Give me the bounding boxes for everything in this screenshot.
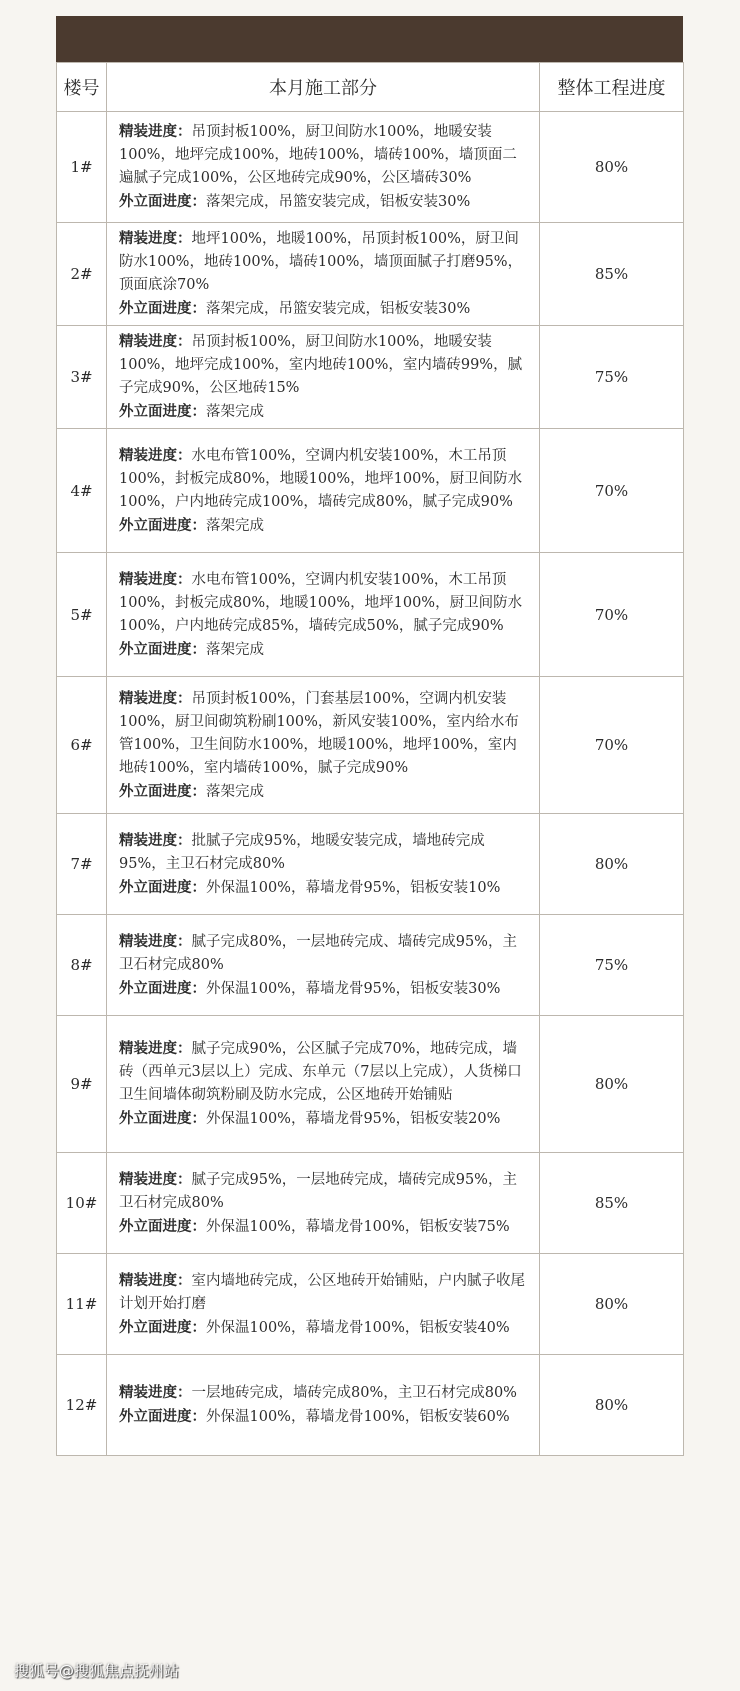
- facade-line: [119, 1215, 527, 1239]
- facade-line: [119, 400, 527, 424]
- fitout-label: 精装进度：: [119, 570, 192, 588]
- building-cell: 4#: [57, 429, 107, 553]
- fitout-text: 批腻子完成95%，地暖安装完成，墙地砖完成95%，主卫石材完成80%: [119, 832, 485, 872]
- progress-cell: 80%: [540, 112, 684, 223]
- work-cell: [107, 1355, 540, 1456]
- work-cell: [107, 1153, 540, 1254]
- facade-label: 外立面进度：: [119, 979, 206, 997]
- progress-cell: 85%: [540, 1153, 684, 1254]
- fitout-text: 吊顶封板100%，门套基层100%，空调内机安装100%，厨卫间砌筑粉刷100%，新风安装100%，室内给水布管100%，卫生间防水100%，地暖100%，地坪100%，室内地砖100%，室内墙砖100%，腻子完成90%: [119, 690, 519, 776]
- table-row: [57, 814, 684, 915]
- work-cell: [107, 915, 540, 1016]
- work-cell: [107, 677, 540, 814]
- facade-line: [119, 1107, 527, 1131]
- facade-line: [119, 190, 527, 214]
- facade-label: 外立面进度：: [119, 193, 206, 210]
- fitout-text: 水电布管100%，空调内机安装100%，木工吊顶100%，封板完成80%，地暖100%，地坪100%，厨卫间防水100%，户内地砖完成85%，墙砖完成50%，腻子完成90%: [119, 571, 523, 634]
- building-cell: 10#: [57, 1153, 107, 1254]
- facade-line: [119, 977, 527, 1001]
- progress-table: [56, 62, 684, 1456]
- facade-line: [119, 297, 527, 321]
- facade-text: 落架完成，吊篮安装完成，铝板安装30%: [206, 301, 471, 317]
- facade-text: 外保温100%，幕墙龙骨95%，铝板安装10%: [206, 879, 501, 896]
- work-cell: [107, 112, 540, 223]
- fitout-line: [119, 1381, 527, 1405]
- fitout-text: 腻子完成95%，一层地砖完成，墙砖完成95%，主卫石材完成80%: [119, 1171, 517, 1211]
- progress-cell: 80%: [540, 1355, 684, 1456]
- facade-line: [119, 780, 527, 804]
- watermark: 搜狐号@搜狐焦点抚州站: [14, 1662, 180, 1680]
- fitout-line: [119, 930, 527, 977]
- facade-text: 落架完成，吊篮安装完成，铝板安装30%: [206, 194, 471, 210]
- progress-cell: 80%: [540, 814, 684, 915]
- facade-text: 外保温100%，幕墙龙骨95%，铝板安装30%: [206, 980, 501, 997]
- table-row: [57, 1355, 684, 1456]
- table-row: [57, 326, 684, 429]
- facade-text: 落架完成: [206, 404, 264, 420]
- fitout-label: 精装进度：: [119, 831, 192, 849]
- fitout-label: 精装进度：: [119, 1040, 192, 1057]
- fitout-label: 精装进度：: [119, 446, 192, 464]
- progress-cell: 85%: [540, 223, 684, 326]
- facade-label: 外立面进度：: [119, 878, 206, 896]
- table-row: [57, 1153, 684, 1254]
- facade-text: 落架完成: [206, 783, 264, 800]
- fitout-label: 精装进度：: [119, 333, 192, 350]
- facade-label: 外立面进度：: [119, 1408, 206, 1425]
- progress-cell: 80%: [540, 1016, 684, 1153]
- fitout-text: 吊顶封板100%，厨卫间防水100%，地暖安装100%，地坪完成100%，地砖100%，墙砖100%，墙顶面二遍腻子完成100%，公区地砖完成90%，公区墙砖30%: [119, 124, 517, 186]
- facade-label: 外立面进度：: [119, 782, 206, 800]
- facade-label: 外立面进度：: [119, 403, 206, 420]
- fitout-text: 腻子完成90%，公区腻子完成70%，地砖完成，墙砖（西单元3层以上）完成、东单元（7层以上完成），人货梯口卫生间墙体砌筑粉刷及防水完成，公区地砖开始铺贴: [119, 1041, 522, 1103]
- work-cell: [107, 1016, 540, 1153]
- col-header-building: 楼号: [57, 63, 107, 112]
- facade-text: 外保温100%，幕墙龙骨100%，铝板安装75%: [206, 1218, 510, 1235]
- fitout-label: 精装进度：: [119, 689, 192, 707]
- work-cell: [107, 429, 540, 553]
- fitout-line: [119, 1269, 527, 1316]
- fitout-line: [119, 444, 527, 514]
- facade-label: 外立面进度：: [119, 516, 206, 534]
- col-header-work: 本月施工部分: [107, 63, 540, 112]
- table-row: [57, 677, 684, 814]
- table-row: [57, 553, 684, 677]
- work-cell: [107, 223, 540, 326]
- progress-cell: 70%: [540, 677, 684, 814]
- work-cell: [107, 814, 540, 915]
- building-cell: 5#: [57, 553, 107, 677]
- fitout-text: 腻子完成80%，一层地砖完成、墙砖完成95%，主卫石材完成80%: [119, 933, 517, 973]
- facade-text: 落架完成: [206, 641, 264, 658]
- building-cell: 12#: [57, 1355, 107, 1456]
- building-cell: 7#: [57, 814, 107, 915]
- facade-label: 外立面进度：: [119, 300, 206, 317]
- fitout-label: 精装进度：: [119, 123, 192, 140]
- table-row: [57, 915, 684, 1016]
- progress-cell: 80%: [540, 1254, 684, 1355]
- fitout-line: [119, 1037, 527, 1107]
- fitout-text: 吊顶封板100%，厨卫间防水100%，地暖安装100%，地坪完成100%，室内地砖100%，室内墙砖99%，腻子完成90%，公区地砖15%: [119, 334, 523, 396]
- fitout-line: [119, 829, 527, 876]
- facade-text: 落架完成: [206, 517, 264, 534]
- facade-line: [119, 1405, 527, 1429]
- progress-cell: 70%: [540, 429, 684, 553]
- building-cell: 3#: [57, 326, 107, 429]
- work-cell: [107, 1254, 540, 1355]
- fitout-line: [119, 330, 527, 400]
- fitout-text: 水电布管100%，空调内机安装100%，木工吊顶100%，封板完成80%，地暖100%，地坪100%，厨卫间防水100%，户内地砖完成100%，墙砖完成80%，腻子完成90%: [119, 447, 523, 510]
- fitout-text: 地坪100%，地暖100%，吊顶封板100%，厨卫间防水100%，地砖100%，墙砖100%，墙顶面腻子打磨95%，顶面底涂70%: [119, 231, 523, 293]
- facade-line: [119, 514, 527, 538]
- work-cell: [107, 326, 540, 429]
- facade-label: 外立面进度：: [119, 1217, 206, 1235]
- fitout-text: 一层地砖完成，墙砖完成80%，主卫石材完成80%: [191, 1385, 517, 1401]
- building-cell: 2#: [57, 223, 107, 326]
- facade-line: [119, 1316, 527, 1340]
- facade-line: [119, 638, 527, 662]
- table-row: [57, 1016, 684, 1153]
- facade-text: 外保温100%，幕墙龙骨100%，铝板安装60%: [206, 1409, 510, 1425]
- fitout-label: 精装进度：: [119, 230, 192, 247]
- facade-label: 外立面进度：: [119, 1318, 206, 1336]
- table-header-row: [57, 63, 684, 112]
- fitout-line: [119, 120, 527, 190]
- fitout-label: 精装进度：: [119, 932, 192, 950]
- progress-cell: 70%: [540, 553, 684, 677]
- table-row: [57, 429, 684, 553]
- fitout-label: 精装进度：: [119, 1170, 192, 1188]
- facade-line: [119, 876, 527, 900]
- building-cell: 11#: [57, 1254, 107, 1355]
- facade-text: 外保温100%，幕墙龙骨100%，铝板安装40%: [206, 1319, 510, 1336]
- facade-label: 外立面进度：: [119, 640, 206, 658]
- fitout-text: 室内墙地砖完成，公区地砖开始铺贴，户内腻子收尾计划开始打磨: [119, 1272, 525, 1312]
- facade-text: 外保温100%，幕墙龙骨95%，铝板安装20%: [206, 1111, 501, 1127]
- fitout-line: [119, 1168, 527, 1215]
- building-cell: 9#: [57, 1016, 107, 1153]
- building-cell: 8#: [57, 915, 107, 1016]
- fitout-line: [119, 687, 527, 780]
- progress-cell: 75%: [540, 326, 684, 429]
- work-cell: [107, 553, 540, 677]
- building-cell: 6#: [57, 677, 107, 814]
- fitout-line: [119, 568, 527, 638]
- table-row: [57, 112, 684, 223]
- fitout-label: 精装进度：: [119, 1271, 192, 1289]
- header-bar: [56, 16, 683, 62]
- col-header-progress: 整体工程进度: [540, 63, 684, 112]
- fitout-line: [119, 227, 527, 297]
- fitout-label: 精装进度：: [119, 1384, 192, 1401]
- table-row: [57, 1254, 684, 1355]
- progress-cell: 75%: [540, 915, 684, 1016]
- building-cell: 1#: [57, 112, 107, 223]
- table-row: [57, 223, 684, 326]
- facade-label: 外立面进度：: [119, 1110, 206, 1127]
